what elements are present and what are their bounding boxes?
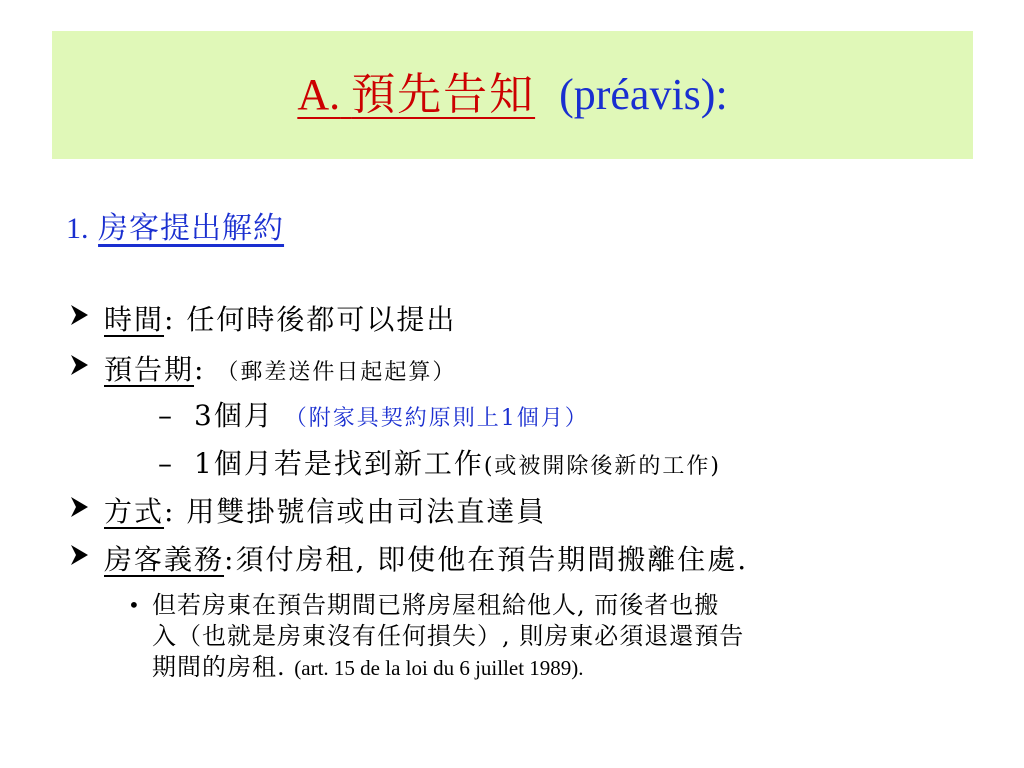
title-prefix: A. <box>297 70 341 119</box>
item-sep: : <box>164 495 176 528</box>
item-sep: : <box>224 543 236 576</box>
title-banner <box>52 31 973 159</box>
item-text: 用雙掛號信或由司法直達員 <box>186 495 547 528</box>
dash-bullet: – <box>158 447 174 480</box>
sub-item-three-months <box>158 394 589 434</box>
section-number: 1. <box>66 212 89 245</box>
detail-line: 但若房東在預告期間已將房屋租給他人, 而後者也搬 <box>152 591 720 619</box>
detail-line: 期間的房租. <box>152 653 286 681</box>
item-text: 須付房租, 即使他在預告期間搬離住處. <box>235 543 749 576</box>
sub-item-main: 1個月若是找到新工作 <box>194 447 484 480</box>
sub-item-note: （附家具契約原則上1個月） <box>284 406 589 431</box>
title-main <box>297 70 535 119</box>
item-sep: : <box>164 303 176 336</box>
detail-line-last <box>152 652 962 684</box>
arrow-bullet-icon <box>66 302 94 330</box>
item-sep: : <box>194 353 206 386</box>
item-label: 時間 <box>104 303 165 336</box>
item-label: 房客義務 <box>104 543 225 576</box>
sub-item-main: 3個月 <box>194 399 274 432</box>
detail-line: 入（也就是房東沒有任何損失）, 則房東必須退還預告 <box>152 622 745 650</box>
item-label: 預告期 <box>104 353 195 386</box>
arrow-bullet-icon <box>66 542 94 570</box>
item-text: 任何時後都可以提出 <box>186 303 457 336</box>
section-heading <box>66 203 284 247</box>
arrow-bullet-icon <box>66 494 94 522</box>
sub-item-one-month <box>158 442 721 482</box>
arrow-bullet-icon <box>66 352 94 380</box>
title-cjk: 預先告知 <box>351 69 536 120</box>
title-latin: (préavis): <box>559 70 728 119</box>
dash-bullet: – <box>158 399 174 432</box>
slide-title <box>297 69 728 120</box>
item-text: （郵差送件日起起算） <box>216 360 457 385</box>
item-label: 方式 <box>104 495 165 528</box>
dot-bullet: • <box>128 593 141 617</box>
law-reference: (art. 15 de la loi du 6 juillet 1989). <box>294 656 584 680</box>
section-title: 房客提出解約 <box>98 211 285 246</box>
sub-item-note: (或被開除後新的工作) <box>483 454 721 479</box>
